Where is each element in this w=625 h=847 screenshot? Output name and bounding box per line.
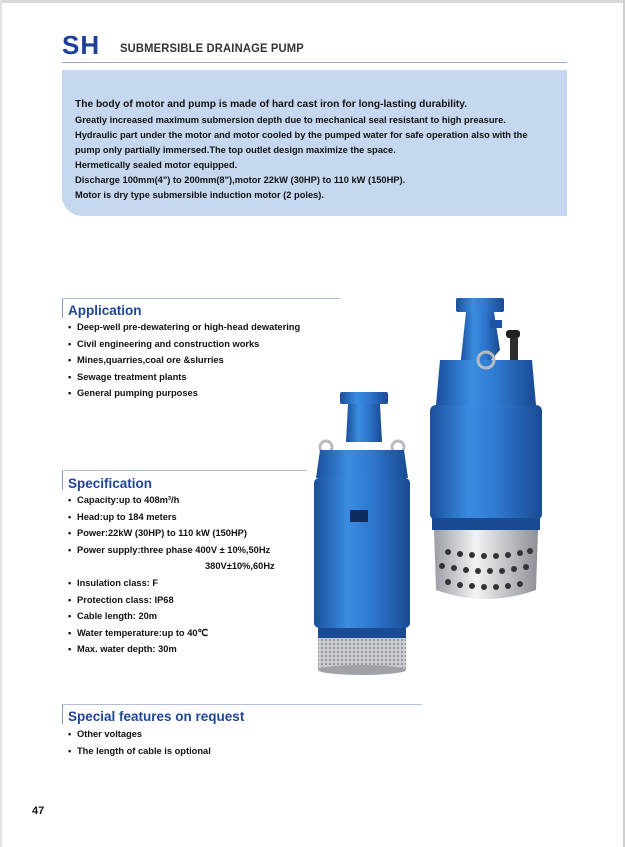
list-item: • Insulation class: F bbox=[68, 577, 159, 588]
page-frame-top bbox=[0, 0, 625, 3]
specification-rule-vertical bbox=[62, 470, 63, 490]
list-item: • Power:22kW (30HP) to 110 kW (150HP) bbox=[68, 528, 247, 539]
intro-text bbox=[75, 97, 560, 203]
product-code: SH bbox=[62, 30, 101, 60]
specification-list bbox=[68, 492, 275, 658]
intro-line: Greatly increased maximum submersion depth due to mechanical seal resistant to high preasure. bbox=[75, 115, 506, 125]
list-item-continuation: 380V±10%,60Hz bbox=[205, 561, 275, 572]
application-rule-horizontal bbox=[62, 298, 340, 299]
list-item: • Power supply:three phase 400V ± 10%,50Hz bbox=[68, 544, 271, 555]
intro-line: pump only partially immersed.The top outlet design maximize the space. bbox=[75, 145, 396, 155]
application-list bbox=[68, 319, 300, 402]
large-pump-illustration bbox=[430, 298, 542, 599]
application-heading: Application bbox=[68, 303, 142, 318]
product-subtitle: SUBMERSIBLE DRAINAGE PUMP bbox=[120, 41, 304, 55]
list-item: • Water temperature:up to 40℃ bbox=[68, 627, 208, 638]
intro-line: Motor is dry type submersible induction motor (2 poles). bbox=[75, 190, 324, 200]
list-item: • Head:up to 184 meters bbox=[68, 511, 177, 522]
list-item: • Civil engineering and construction works bbox=[68, 338, 260, 349]
application-rule-vertical bbox=[62, 298, 63, 318]
pump-photo bbox=[300, 290, 560, 680]
list-item: • The length of cable is optional bbox=[68, 745, 211, 756]
list-item: • Deep-well pre-dewatering or high-head dewatering bbox=[68, 322, 301, 332]
small-pump-illustration bbox=[314, 392, 410, 675]
special-rule-vertical bbox=[62, 704, 63, 724]
list-item: • Mines,quarries,coal ore &slurries bbox=[68, 355, 224, 366]
specification-rule-horizontal bbox=[62, 470, 307, 471]
intro-line: Discharge 100mm(4") to 200mm(8"),motor 22kW (30HP) to 110 kW (150HP). bbox=[75, 175, 406, 185]
specification-heading: Specification bbox=[68, 476, 153, 491]
list-item: • Cable length: 20m bbox=[68, 611, 158, 622]
intro-line: The body of motor and pump is made of hard cast iron for long-lasting durability. bbox=[75, 99, 468, 110]
list-item: • Other voltages bbox=[68, 729, 143, 739]
list-item: • Capacity:up to 408m³/h bbox=[68, 495, 180, 505]
list-item: • Protection class: IP68 bbox=[68, 594, 174, 605]
intro-panel bbox=[62, 70, 567, 216]
special-rule-horizontal bbox=[62, 704, 422, 705]
title-divider bbox=[62, 62, 567, 63]
list-item: • Sewage treatment plants bbox=[68, 371, 187, 382]
list-item: • Max. water depth: 30m bbox=[68, 644, 177, 655]
list-item: • General pumping purposes bbox=[68, 388, 198, 399]
special-features-heading: Special features on request bbox=[68, 709, 245, 724]
intro-line: Hydraulic part under the motor and motor cooled by the pumped water for safe operation also with the bbox=[75, 130, 528, 140]
intro-line: Hermetically sealed motor equipped. bbox=[75, 160, 238, 170]
special-features-list bbox=[68, 726, 211, 759]
page-frame-left bbox=[0, 0, 2, 847]
page-number: 47 bbox=[32, 805, 45, 817]
